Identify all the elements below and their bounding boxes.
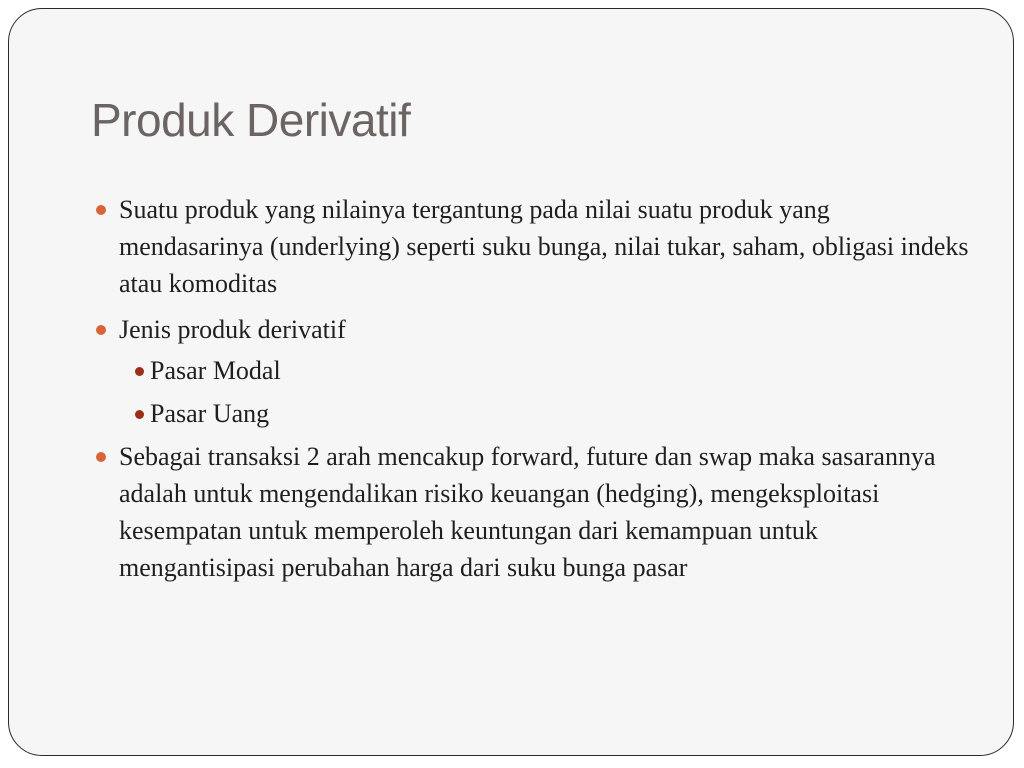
bullet-dot-icon (96, 205, 106, 215)
sub-bullet-text: Pasar Modal (150, 356, 281, 385)
sub-bullet-item (91, 395, 971, 432)
sub-bullet-item (91, 352, 971, 389)
sub-bullet-dot-icon (135, 410, 144, 419)
bullet-item (91, 191, 971, 302)
sub-bullet-dot-icon (135, 367, 144, 376)
bullet-dot-icon (96, 452, 106, 462)
bullet-text: Suatu produk yang nilainya tergantung pada nilai suatu produk yang mendasarinya (underlying) seperti suku bunga, nilai tukar, saham, obligasi indeks atau komoditas (119, 195, 969, 298)
bullet-item (91, 438, 971, 586)
bullet-text: Jenis produk derivatif (119, 315, 346, 344)
bullet-item (91, 311, 971, 348)
bullet-dot-icon (96, 325, 106, 335)
slide-title: Produk Derivatif (91, 94, 411, 146)
bullet-text: Sebagai transaksi 2 arah mencakup forward, future dan swap maka sasarannya adalah untuk mengendalikan risiko keuangan (hedging), mengeksploitasi kesempatan untuk memperoleh keuntungan dari kemampuan untuk mengantisipasi perubahan harga dari suku bunga pasar (119, 442, 936, 582)
bullet-list (91, 191, 971, 595)
slide-frame (8, 8, 1014, 756)
sub-bullet-text: Pasar Uang (150, 399, 270, 428)
